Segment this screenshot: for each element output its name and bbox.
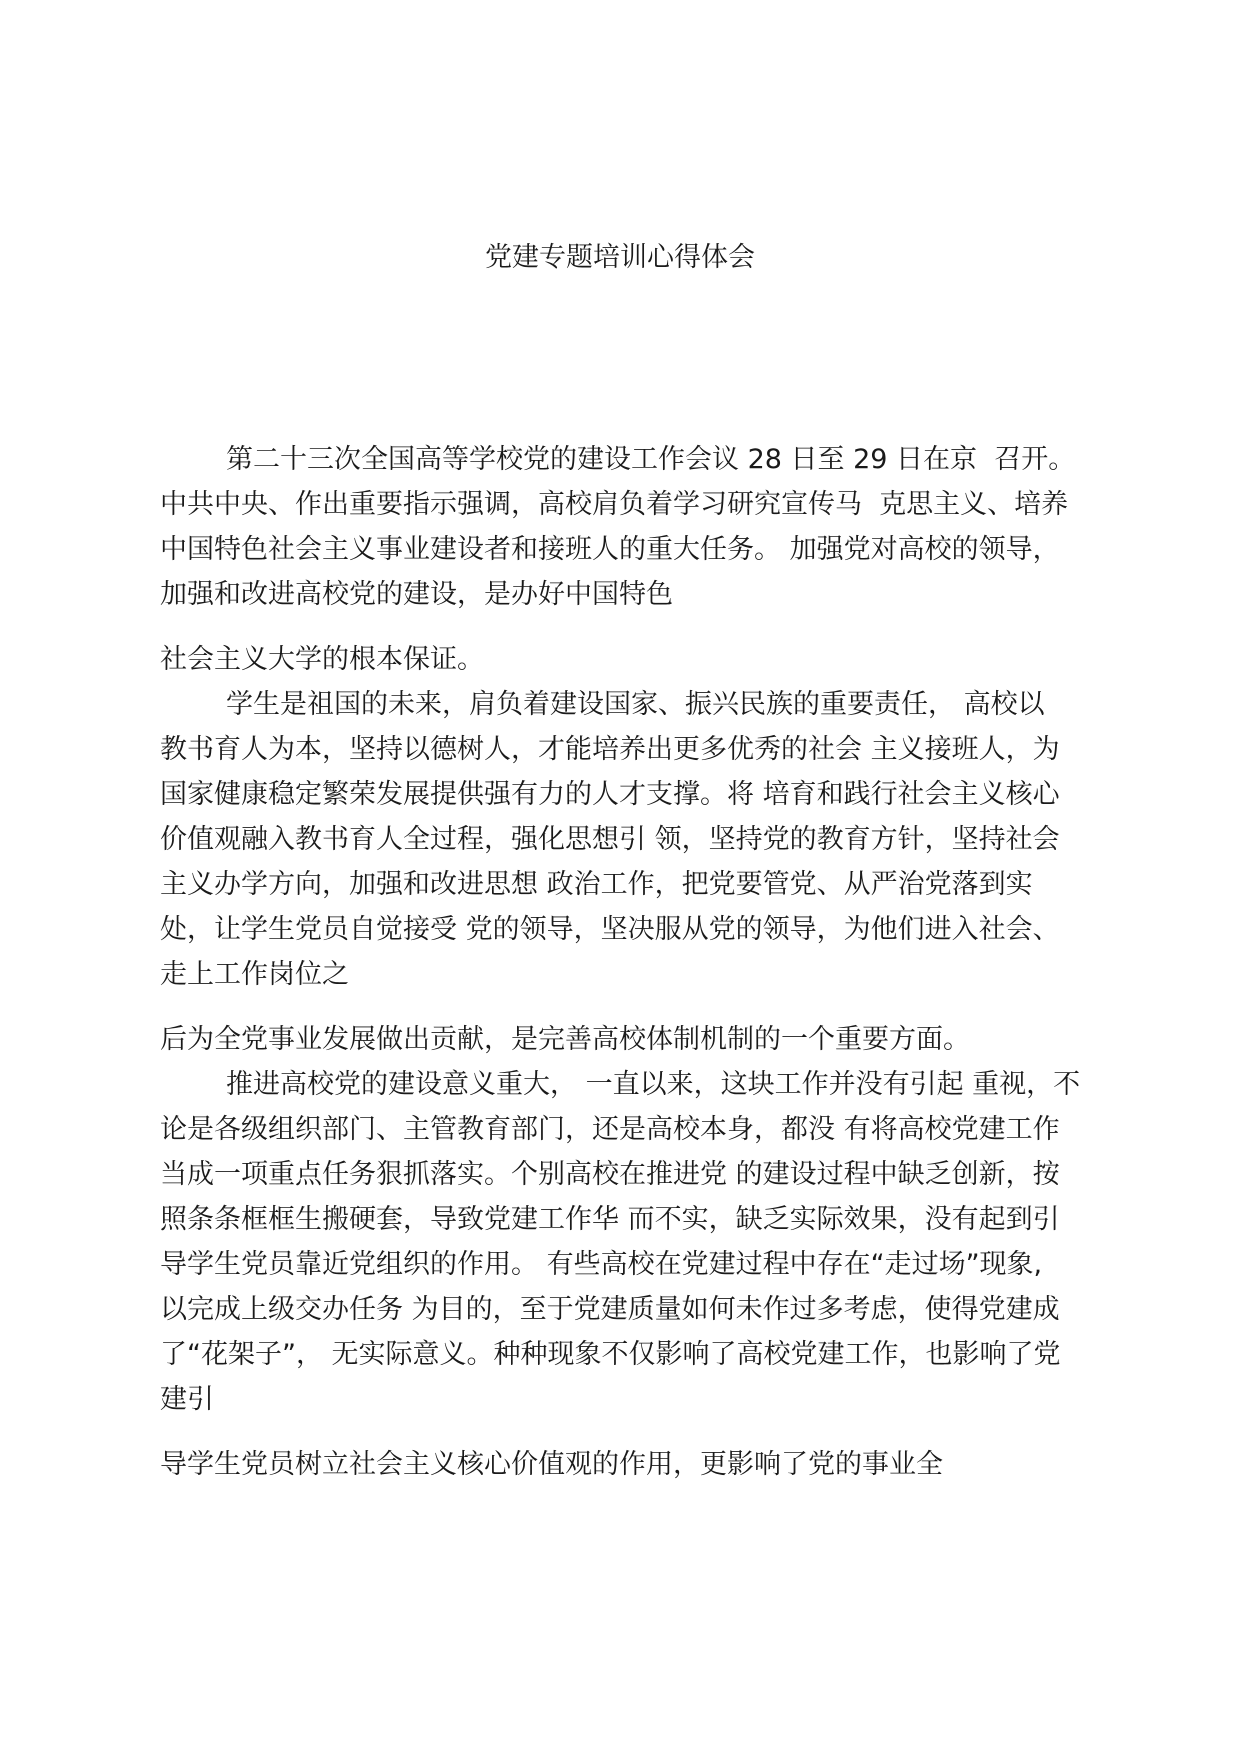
paragraph (160, 440, 1120, 620)
text-line: 了“花架子”， 无实际意义。种种现象不仅影响了高校党建工作，也影响了党 (160, 1339, 1061, 1370)
text-line: 主义办学方向，加强和改进思想 政治工作，把党要管党、从严治党落到实 (160, 869, 1033, 900)
text-line: 第二十三次全国高等学校党的建设工作会议 28 日至 29 日在京 召开。 (226, 444, 1076, 475)
text-line: 论是各级组织部门、主管教育部门，还是高校本身，都没 有将高校党建工作 (160, 1114, 1060, 1145)
text-line: 加强和改进高校党的建设，是办好中国特色 (160, 579, 673, 610)
text-line: 后为全党事业发展做出贡献，是完善高校体制机制的一个重要方面。 (160, 1024, 970, 1055)
text-line: 当成一项重点任务狠抓落实。个别高校在推进党 的建设过程中缺乏创新，按 (160, 1159, 1060, 1190)
text-line: 中国特色社会主义事业建设者和接班人的重大任务。 加强党对高校的领导， (160, 534, 1060, 565)
paragraph (160, 1065, 1120, 1425)
text-line: 中共中央、作出重要指示强调，高校肩负着学习研究宣传马 克思主义、培养 (160, 489, 1069, 520)
text-line: 价值观融入教书育人全过程，强化思想引 领，坚持党的教育方针，坚持社会 (160, 824, 1060, 855)
text-line: 照条条框框生搬硬套，导致党建工作华 而不实，缺乏实际效果，没有起到引 (160, 1204, 1060, 1235)
text-line: 以完成上级交办任务 为目的，至于党建质量如何未作过多考虑，使得党建成 (160, 1294, 1060, 1325)
paragraph (160, 685, 1120, 1000)
text-line: 学生是祖国的未来，肩负着建设国家、振兴民族的重要责任， 高校以 (226, 689, 1045, 720)
text-line: 推进高校党的建设意义重大， 一直以来，这块工作并没有引起 重视，不 (226, 1069, 1081, 1100)
text-line: 教书育人为本，坚持以德树人，才能培养出更多优秀的社会 主义接班人，为 (160, 734, 1060, 765)
text-line: 处，让学生党员自觉接受 党的领导，坚决服从党的领导，为他们进入社会、 (160, 914, 1060, 945)
text-line: 导学生党员树立社会主义核心价值观的作用，更影响了党的事业全 (160, 1449, 943, 1480)
paragraph (160, 1020, 1120, 1065)
text-line: 建引 (160, 1384, 214, 1415)
text-line: 导学生党员靠近党组织的作用。 有些高校在党建过程中存在“走过场”现象, (160, 1249, 1043, 1280)
document-body (160, 440, 1120, 1490)
text-line: 社会主义大学的根本保证。 (160, 644, 484, 675)
paragraph (160, 1445, 1120, 1490)
text-line: 走上工作岗位之 (160, 959, 349, 990)
paragraph (160, 640, 1120, 685)
document-title: 党建专题培训心得体会 (485, 242, 755, 273)
text-line: 国家健康稳定繁荣发展提供强有力的人才支撑。将 培育和践行社会主义核心 (160, 779, 1060, 810)
